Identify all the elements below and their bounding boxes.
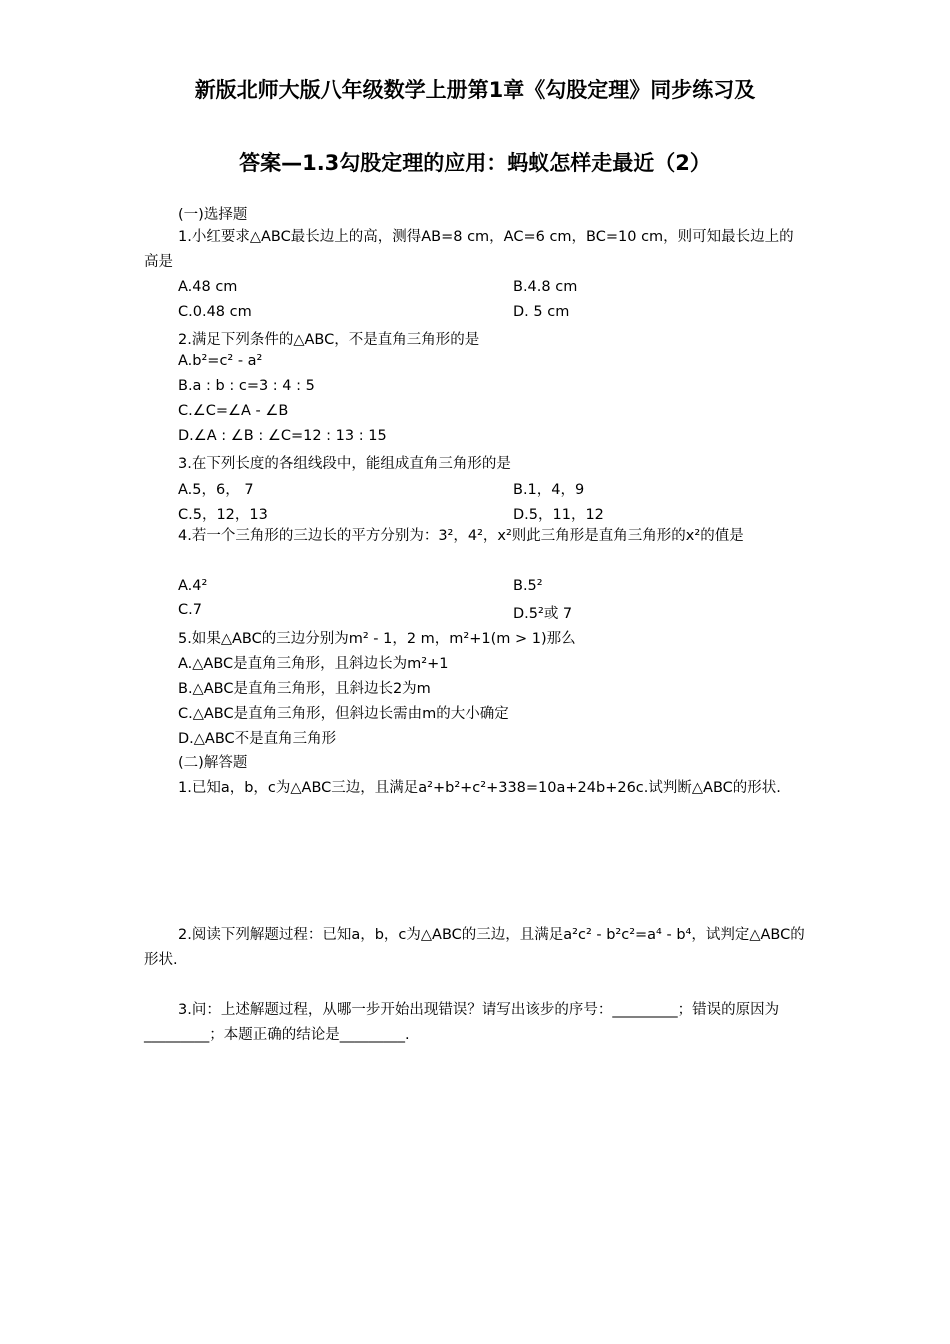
question-5: 5.如果△ABC的三边分别为m² - 1，2 m，m²+1(m > 1)那么: [178, 631, 576, 647]
question-3: 3.在下列长度的各组线段中，能组成直角三角形的是: [178, 456, 511, 472]
q2-option-b: B.a : b : c=3 : 4 : 5: [178, 378, 315, 394]
question-4: 4.若一个三角形的三边长的平方分别为：3²，4²，x²则此三角形是直角三角形的x²的值是: [178, 528, 744, 544]
answer-question-3: 3.问：上述解题过程，从哪一步开始出现错误？请写出该步的序号：_________；错误的原因为_________；本题正确的结论是_________.: [144, 1002, 780, 1043]
q4-option-b: B.5²: [513, 578, 543, 594]
section-heading-choice: (一)选择题: [178, 207, 248, 223]
q4-option-d: D.5²或 7: [513, 606, 573, 622]
q5-option-c: C.△ABC是直角三角形，但斜边长需由m的大小确定: [178, 706, 509, 722]
q3-option-d: D.5，11，12: [513, 507, 604, 523]
q3-option-b: B.1，4，9: [513, 482, 585, 498]
q2-option-c: C.∠C=∠A - ∠B: [178, 403, 289, 419]
q1-option-c: C.0.48 cm: [178, 304, 252, 320]
answer-question-1: 1.已知a，b，c为△ABC三边，且满足a²+b²+c²+338=10a+24b+26c.试判断△ABC的形状.: [178, 780, 781, 796]
q4-option-c: C.7: [178, 602, 202, 618]
q3-option-a: A.5，6， 7: [178, 482, 254, 498]
q5-option-b: B.△ABC是直角三角形，且斜边长2为m: [178, 681, 431, 697]
q1-option-a: A.48 cm: [178, 279, 238, 295]
section-heading-answer: (二)解答题: [178, 755, 248, 771]
q2-option-a: A.b²=c² - a²: [178, 353, 263, 369]
q5-option-d: D.△ABC不是直角三角形: [178, 731, 337, 747]
document-title-line1: 新版北师大版八年级数学上册第1章《勾股定理》同步练习及: [194, 78, 756, 102]
q5-option-a: A.△ABC是直角三角形，且斜边长为m²+1: [178, 656, 449, 672]
q2-option-d: D.∠A : ∠B : ∠C=12 : 13 : 15: [178, 428, 387, 444]
q3-option-c: C.5，12，13: [178, 507, 268, 523]
q1-option-d: D. 5 cm: [513, 304, 570, 320]
q4-option-a: A.4²: [178, 578, 208, 594]
question-1: 1.小红要求△ABC最长边上的高，测得AB=8 cm，AC=6 cm，BC=10 cm，则可知最长边上的高是: [144, 229, 794, 270]
question-2: 2.满足下列条件的△ABC，不是直角三角形的是: [178, 332, 480, 348]
answer-question-2: 2.阅读下列解题过程：已知a，b，c为△ABC的三边，且满足a²c² - b²c²=a⁴ - b⁴，试判定△ABC的形状.: [144, 927, 805, 968]
document-title-line2: 答案—1.3勾股定理的应用：蚂蚁怎样走最近（2）: [239, 151, 711, 175]
q1-option-b: B.4.8 cm: [513, 279, 578, 295]
